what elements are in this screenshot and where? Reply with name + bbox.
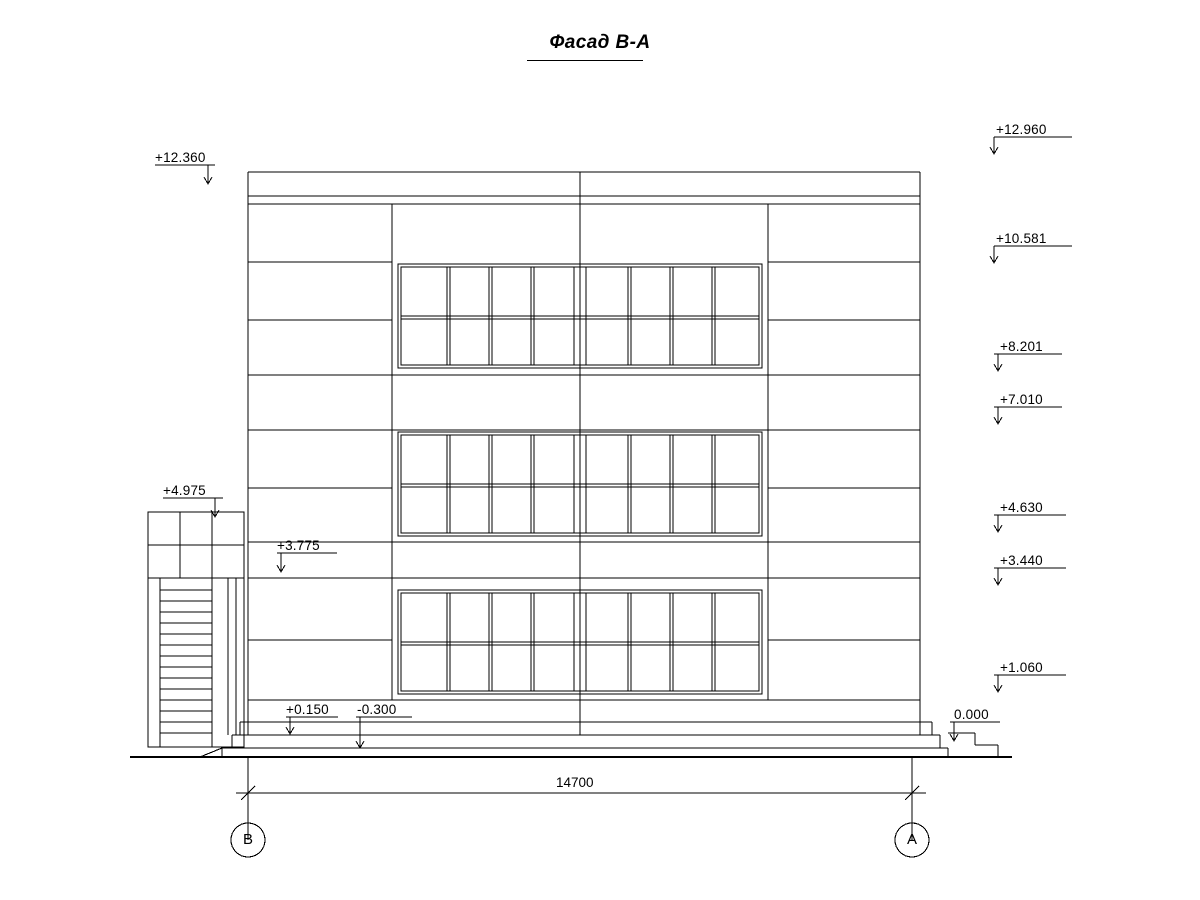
level-mark-10581: +10.581 (996, 231, 1047, 246)
axis-label-a: А (906, 831, 917, 848)
level-mark-0150: +0.150 (286, 702, 329, 717)
level-mark-8201: +8.201 (1000, 339, 1043, 354)
overall-dimension-value: 14700 (556, 775, 594, 790)
level-mark-3775: +3.775 (277, 538, 320, 553)
level-leaders-left (155, 165, 412, 748)
axis-bubbles (231, 823, 929, 857)
level-leaders-right (950, 137, 1072, 741)
building-outline (248, 172, 920, 735)
window-band-lower (398, 590, 762, 694)
right-wall-panel (768, 204, 920, 700)
entrance-steps-right (948, 733, 998, 757)
window-band-middle (398, 432, 762, 536)
drawing-title: Фасад В-А (549, 32, 651, 53)
window-band-upper (398, 264, 762, 368)
level-mark-12360: +12.360 (155, 150, 206, 165)
overall-dimension-line (236, 757, 926, 840)
level-mark-minus0300: -0.300 (357, 702, 397, 717)
axis-label-v: В (242, 831, 253, 848)
left-annex-stair-tower (148, 512, 244, 747)
base-plinth (200, 722, 948, 757)
level-mark-7010: +7.010 (1000, 392, 1043, 407)
level-mark-0000: 0.000 (954, 707, 989, 722)
level-mark-4630: +4.630 (1000, 500, 1043, 515)
level-mark-4975: +4.975 (163, 483, 206, 498)
level-mark-3440: +3.440 (1000, 553, 1043, 568)
left-wall-panel (248, 204, 392, 700)
level-mark-12960: +12.960 (996, 122, 1047, 137)
level-mark-1060: +1.060 (1000, 660, 1043, 675)
